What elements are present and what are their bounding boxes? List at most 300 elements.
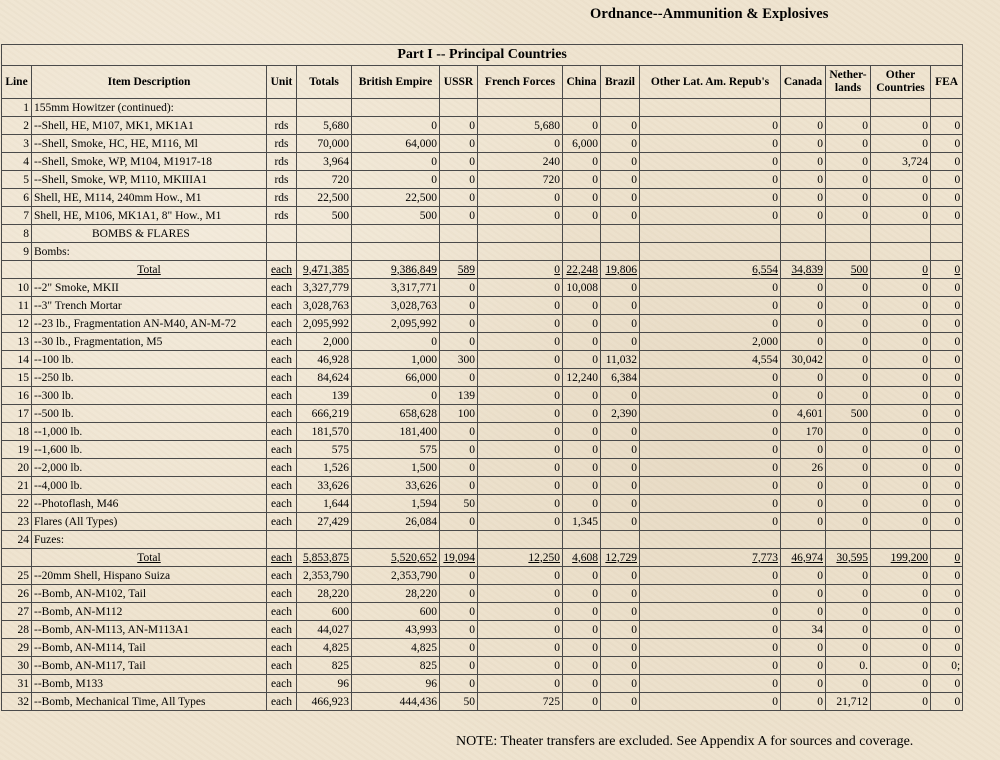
value-cell: 5,680 bbox=[478, 117, 563, 135]
value-cell: 0 bbox=[826, 189, 871, 207]
value-cell: 43,993 bbox=[352, 621, 440, 639]
item-description: --Shell, HE, M107, MK1, MK1A1 bbox=[32, 117, 267, 135]
value-cell: 139 bbox=[440, 387, 478, 405]
value-cell: 0 bbox=[826, 639, 871, 657]
unit-cell: rds bbox=[267, 153, 297, 171]
value-cell: 0 bbox=[871, 657, 931, 675]
total-row bbox=[2, 261, 963, 279]
value-cell: 0 bbox=[826, 351, 871, 369]
value-cell: 0 bbox=[601, 657, 640, 675]
value-cell: 0 bbox=[781, 585, 826, 603]
value-cell: 0 bbox=[826, 279, 871, 297]
value-cell bbox=[478, 531, 563, 549]
value-cell: 6,384 bbox=[601, 369, 640, 387]
item-description: Flares (All Types) bbox=[32, 513, 267, 531]
table-row bbox=[2, 423, 963, 441]
value-cell: 0 bbox=[640, 477, 781, 495]
value-cell: 0 bbox=[931, 603, 963, 621]
value-cell bbox=[871, 531, 931, 549]
item-description: --1,000 lb. bbox=[32, 423, 267, 441]
value-cell: 0 bbox=[640, 441, 781, 459]
ordnance-table bbox=[1, 44, 963, 711]
value-cell bbox=[781, 243, 826, 261]
item-description: --Shell, Smoke, HC, HE, M116, Ml bbox=[32, 135, 267, 153]
value-cell: 1,594 bbox=[352, 495, 440, 513]
column-header: Line bbox=[2, 66, 32, 99]
value-cell: 0 bbox=[601, 639, 640, 657]
value-cell: 0 bbox=[601, 477, 640, 495]
value-cell: 0 bbox=[440, 603, 478, 621]
line-number: 17 bbox=[2, 405, 32, 423]
value-cell: 0 bbox=[826, 423, 871, 441]
value-cell: 240 bbox=[478, 153, 563, 171]
value-cell: 0 bbox=[871, 621, 931, 639]
unit-cell: each bbox=[267, 585, 297, 603]
line-number: 28 bbox=[2, 621, 32, 639]
value-cell: 1,500 bbox=[352, 459, 440, 477]
value-cell: 0 bbox=[871, 333, 931, 351]
value-cell: 0 bbox=[931, 549, 963, 567]
unit-cell: rds bbox=[267, 117, 297, 135]
value-cell: 0 bbox=[478, 279, 563, 297]
value-cell: 0 bbox=[826, 333, 871, 351]
item-description: Fuzes: bbox=[32, 531, 267, 549]
table-row bbox=[2, 333, 963, 351]
line-number: 13 bbox=[2, 333, 32, 351]
value-cell: 0 bbox=[781, 117, 826, 135]
value-cell: 0 bbox=[478, 315, 563, 333]
value-cell bbox=[601, 99, 640, 117]
table-row bbox=[2, 315, 963, 333]
column-header: British Empire bbox=[352, 66, 440, 99]
value-cell: 0 bbox=[826, 585, 871, 603]
value-cell: 0 bbox=[478, 405, 563, 423]
item-description: BOMBS & FLARES bbox=[32, 225, 267, 243]
value-cell: 21,712 bbox=[826, 693, 871, 711]
line-number: 1 bbox=[2, 99, 32, 117]
item-description: --1,600 lb. bbox=[32, 441, 267, 459]
value-cell: 4,825 bbox=[352, 639, 440, 657]
line-number: 3 bbox=[2, 135, 32, 153]
value-cell: 0 bbox=[640, 585, 781, 603]
value-cell: 0 bbox=[478, 261, 563, 279]
value-cell: 3,317,771 bbox=[352, 279, 440, 297]
table-row bbox=[2, 657, 963, 675]
value-cell: 28,220 bbox=[297, 585, 352, 603]
value-cell: 0 bbox=[563, 693, 601, 711]
value-cell: 0 bbox=[601, 693, 640, 711]
value-cell: 0 bbox=[781, 171, 826, 189]
unit-cell: each bbox=[267, 369, 297, 387]
value-cell: 0 bbox=[931, 369, 963, 387]
value-cell bbox=[352, 99, 440, 117]
value-cell: 0 bbox=[352, 153, 440, 171]
value-cell: 0 bbox=[781, 495, 826, 513]
item-description: Shell, HE, M106, MK1A1, 8" How., M1 bbox=[32, 207, 267, 225]
value-cell: 0 bbox=[478, 477, 563, 495]
value-cell: 500 bbox=[826, 261, 871, 279]
value-cell: 0 bbox=[871, 297, 931, 315]
value-cell: 0 bbox=[931, 585, 963, 603]
value-cell: 0 bbox=[563, 441, 601, 459]
value-cell: 0 bbox=[931, 405, 963, 423]
value-cell: 0 bbox=[563, 171, 601, 189]
value-cell: 0 bbox=[871, 675, 931, 693]
value-cell: 0 bbox=[440, 153, 478, 171]
unit-cell: each bbox=[267, 549, 297, 567]
value-cell: 0 bbox=[478, 603, 563, 621]
value-cell bbox=[781, 99, 826, 117]
value-cell: 0 bbox=[601, 459, 640, 477]
value-cell: 0 bbox=[478, 369, 563, 387]
value-cell bbox=[478, 99, 563, 117]
value-cell: 0 bbox=[440, 333, 478, 351]
value-cell: 0 bbox=[440, 135, 478, 153]
column-header: USSR bbox=[440, 66, 478, 99]
unit-cell: rds bbox=[267, 135, 297, 153]
value-cell bbox=[640, 99, 781, 117]
value-cell: 0 bbox=[871, 261, 931, 279]
item-description: Shell, HE, M114, 240mm How., M1 bbox=[32, 189, 267, 207]
table-row bbox=[2, 369, 963, 387]
value-cell: 5,520,652 bbox=[352, 549, 440, 567]
value-cell: 0 bbox=[871, 189, 931, 207]
value-cell bbox=[931, 531, 963, 549]
table-row bbox=[2, 387, 963, 405]
value-cell: 0 bbox=[440, 171, 478, 189]
value-cell: 0 bbox=[440, 585, 478, 603]
table-row bbox=[2, 693, 963, 711]
value-cell bbox=[826, 243, 871, 261]
unit-cell: each bbox=[267, 477, 297, 495]
value-cell: 2,353,790 bbox=[352, 567, 440, 585]
column-header: Other Lat. Am. Repub's bbox=[640, 66, 781, 99]
column-header: Brazil bbox=[601, 66, 640, 99]
value-cell bbox=[478, 225, 563, 243]
value-cell: 0 bbox=[931, 567, 963, 585]
item-description: --Bomb, AN-M112 bbox=[32, 603, 267, 621]
value-cell: 4,554 bbox=[640, 351, 781, 369]
value-cell: 0 bbox=[871, 279, 931, 297]
value-cell: 0 bbox=[440, 513, 478, 531]
unit-cell: each bbox=[267, 675, 297, 693]
line-number: 2 bbox=[2, 117, 32, 135]
value-cell: 170 bbox=[781, 423, 826, 441]
value-cell: 0 bbox=[352, 171, 440, 189]
value-cell: 0 bbox=[563, 639, 601, 657]
value-cell: 0 bbox=[440, 207, 478, 225]
table-row bbox=[2, 117, 963, 135]
table-row bbox=[2, 639, 963, 657]
line-number: 26 bbox=[2, 585, 32, 603]
value-cell: 0 bbox=[563, 495, 601, 513]
value-cell: 1,345 bbox=[563, 513, 601, 531]
value-cell: 0 bbox=[931, 315, 963, 333]
value-cell: 0 bbox=[601, 441, 640, 459]
value-cell: 0 bbox=[931, 189, 963, 207]
line-number: 23 bbox=[2, 513, 32, 531]
value-cell: 2,095,992 bbox=[352, 315, 440, 333]
value-cell: 0 bbox=[826, 207, 871, 225]
line-number: 12 bbox=[2, 315, 32, 333]
value-cell bbox=[601, 225, 640, 243]
value-cell: 0 bbox=[871, 495, 931, 513]
value-cell: 825 bbox=[297, 657, 352, 675]
item-description: --Bomb, AN-M117, Tail bbox=[32, 657, 267, 675]
value-cell bbox=[826, 99, 871, 117]
item-description: --2" Smoke, MKII bbox=[32, 279, 267, 297]
line-number: 11 bbox=[2, 297, 32, 315]
table-row bbox=[2, 189, 963, 207]
value-cell: 0 bbox=[440, 423, 478, 441]
column-header: China bbox=[563, 66, 601, 99]
table-row bbox=[2, 441, 963, 459]
value-cell: 0 bbox=[826, 459, 871, 477]
value-cell: 4,825 bbox=[297, 639, 352, 657]
value-cell: 575 bbox=[352, 441, 440, 459]
value-cell: 1,526 bbox=[297, 459, 352, 477]
value-cell: 0 bbox=[478, 621, 563, 639]
value-cell: 0 bbox=[640, 117, 781, 135]
value-cell: 0 bbox=[563, 387, 601, 405]
value-cell: 0 bbox=[640, 513, 781, 531]
value-cell: 0 bbox=[640, 567, 781, 585]
value-cell: 0 bbox=[563, 657, 601, 675]
unit-cell bbox=[267, 225, 297, 243]
unit-cell: each bbox=[267, 279, 297, 297]
value-cell: 2,095,992 bbox=[297, 315, 352, 333]
line-number: 14 bbox=[2, 351, 32, 369]
item-description: --3" Trench Mortar bbox=[32, 297, 267, 315]
column-header: Item Description bbox=[32, 66, 267, 99]
value-cell: 0 bbox=[826, 315, 871, 333]
value-cell: 0. bbox=[826, 657, 871, 675]
value-cell: 0 bbox=[640, 189, 781, 207]
value-cell: 2,000 bbox=[640, 333, 781, 351]
value-cell: 0 bbox=[478, 675, 563, 693]
value-cell bbox=[297, 225, 352, 243]
item-description: --250 lb. bbox=[32, 369, 267, 387]
value-cell: 589 bbox=[440, 261, 478, 279]
unit-cell: each bbox=[267, 459, 297, 477]
line-number: 16 bbox=[2, 387, 32, 405]
value-cell: 0 bbox=[478, 333, 563, 351]
value-cell: 0 bbox=[781, 693, 826, 711]
value-cell: 666,219 bbox=[297, 405, 352, 423]
value-cell: 0 bbox=[440, 459, 478, 477]
value-cell: 0 bbox=[640, 405, 781, 423]
value-cell: 0 bbox=[478, 567, 563, 585]
item-description: --500 lb. bbox=[32, 405, 267, 423]
value-cell bbox=[352, 243, 440, 261]
value-cell: 0 bbox=[781, 603, 826, 621]
line-number: 15 bbox=[2, 369, 32, 387]
value-cell: 0 bbox=[781, 513, 826, 531]
table-row bbox=[2, 675, 963, 693]
table-row bbox=[2, 495, 963, 513]
value-cell: 0 bbox=[601, 567, 640, 585]
value-cell bbox=[297, 99, 352, 117]
unit-cell: rds bbox=[267, 171, 297, 189]
unit-cell: each bbox=[267, 603, 297, 621]
value-cell bbox=[871, 225, 931, 243]
line-number: 9 bbox=[2, 243, 32, 261]
value-cell: 0 bbox=[826, 297, 871, 315]
unit-cell: each bbox=[267, 441, 297, 459]
value-cell: 0 bbox=[478, 459, 563, 477]
value-cell bbox=[352, 225, 440, 243]
value-cell: 0 bbox=[931, 333, 963, 351]
value-cell: 600 bbox=[352, 603, 440, 621]
value-cell: 5,680 bbox=[297, 117, 352, 135]
value-cell: 0 bbox=[781, 369, 826, 387]
value-cell: 0 bbox=[478, 639, 563, 657]
item-description: Total bbox=[32, 261, 267, 279]
value-cell bbox=[563, 225, 601, 243]
value-cell: 0 bbox=[826, 495, 871, 513]
value-cell: 34 bbox=[781, 621, 826, 639]
value-cell: 0 bbox=[640, 657, 781, 675]
value-cell bbox=[931, 99, 963, 117]
value-cell: 46,974 bbox=[781, 549, 826, 567]
value-cell: 500 bbox=[297, 207, 352, 225]
table-row bbox=[2, 477, 963, 495]
value-cell: 199,200 bbox=[871, 549, 931, 567]
value-cell: 0 bbox=[601, 207, 640, 225]
table-row bbox=[2, 279, 963, 297]
value-cell: 46,928 bbox=[297, 351, 352, 369]
value-cell: 0 bbox=[931, 279, 963, 297]
value-cell: 0 bbox=[871, 567, 931, 585]
line-number: 20 bbox=[2, 459, 32, 477]
value-cell: 0 bbox=[871, 369, 931, 387]
value-cell: 9,386,849 bbox=[352, 261, 440, 279]
value-cell: 0 bbox=[478, 297, 563, 315]
value-cell: 0 bbox=[931, 117, 963, 135]
unit-cell bbox=[267, 243, 297, 261]
value-cell: 0 bbox=[871, 117, 931, 135]
value-cell: 0 bbox=[640, 207, 781, 225]
value-cell: 0 bbox=[352, 117, 440, 135]
value-cell: 0 bbox=[640, 369, 781, 387]
value-cell: 0 bbox=[563, 603, 601, 621]
value-cell: 19,806 bbox=[601, 261, 640, 279]
item-description: --23 lb., Fragmentation AN-M40, AN-M-72 bbox=[32, 315, 267, 333]
value-cell: 26 bbox=[781, 459, 826, 477]
table-row bbox=[2, 405, 963, 423]
item-description: Total bbox=[32, 549, 267, 567]
item-description: --100 lb. bbox=[32, 351, 267, 369]
item-description: --Bomb, AN-M102, Tail bbox=[32, 585, 267, 603]
value-cell: 3,964 bbox=[297, 153, 352, 171]
value-cell: 0 bbox=[931, 297, 963, 315]
value-cell: 9,471,385 bbox=[297, 261, 352, 279]
value-cell: 0 bbox=[871, 603, 931, 621]
value-cell: 500 bbox=[826, 405, 871, 423]
value-cell bbox=[563, 531, 601, 549]
unit-cell: each bbox=[267, 297, 297, 315]
value-cell bbox=[563, 99, 601, 117]
value-cell: 725 bbox=[478, 693, 563, 711]
value-cell bbox=[871, 243, 931, 261]
value-cell: 96 bbox=[297, 675, 352, 693]
value-cell: 0 bbox=[601, 423, 640, 441]
value-cell: 0 bbox=[871, 405, 931, 423]
value-cell: 0 bbox=[563, 207, 601, 225]
value-cell: 0 bbox=[640, 171, 781, 189]
value-cell bbox=[297, 243, 352, 261]
value-cell: 0 bbox=[640, 297, 781, 315]
item-description: --2,000 lb. bbox=[32, 459, 267, 477]
value-cell: 0 bbox=[781, 441, 826, 459]
value-cell: 0 bbox=[440, 297, 478, 315]
value-cell: 0 bbox=[931, 135, 963, 153]
column-header: Unit bbox=[267, 66, 297, 99]
value-cell: 66,000 bbox=[352, 369, 440, 387]
value-cell: 0 bbox=[601, 117, 640, 135]
item-description: --4,000 lb. bbox=[32, 477, 267, 495]
table-row bbox=[2, 171, 963, 189]
value-cell: 0 bbox=[826, 369, 871, 387]
value-cell: 0 bbox=[640, 423, 781, 441]
value-cell: 0 bbox=[601, 315, 640, 333]
value-cell: 0 bbox=[601, 135, 640, 153]
value-cell: 0 bbox=[931, 513, 963, 531]
value-cell: 0 bbox=[440, 621, 478, 639]
line-number: 25 bbox=[2, 567, 32, 585]
value-cell: 0 bbox=[601, 297, 640, 315]
value-cell: 0 bbox=[563, 459, 601, 477]
value-cell: 12,240 bbox=[563, 369, 601, 387]
value-cell: 5,853,875 bbox=[297, 549, 352, 567]
table-row bbox=[2, 225, 963, 243]
table-row bbox=[2, 603, 963, 621]
value-cell: 0 bbox=[478, 207, 563, 225]
value-cell: 0 bbox=[640, 135, 781, 153]
value-cell: 0 bbox=[871, 585, 931, 603]
table-row bbox=[2, 621, 963, 639]
unit-cell bbox=[267, 531, 297, 549]
value-cell: 6,554 bbox=[640, 261, 781, 279]
value-cell: 0 bbox=[871, 639, 931, 657]
value-cell: 3,028,763 bbox=[352, 297, 440, 315]
value-cell: 0 bbox=[478, 513, 563, 531]
table-row bbox=[2, 567, 963, 585]
table-row bbox=[2, 207, 963, 225]
value-cell: 0 bbox=[871, 423, 931, 441]
table-row bbox=[2, 153, 963, 171]
value-cell bbox=[297, 531, 352, 549]
value-cell: 0 bbox=[640, 621, 781, 639]
value-cell: 0 bbox=[826, 477, 871, 495]
value-cell: 0 bbox=[640, 459, 781, 477]
line-number: 7 bbox=[2, 207, 32, 225]
value-cell: 0 bbox=[478, 135, 563, 153]
value-cell: 22,500 bbox=[297, 189, 352, 207]
value-cell: 0 bbox=[601, 585, 640, 603]
value-cell: 0 bbox=[826, 135, 871, 153]
value-cell: 181,570 bbox=[297, 423, 352, 441]
column-header: Other Countries bbox=[871, 66, 931, 99]
value-cell: 0 bbox=[563, 567, 601, 585]
value-cell: 50 bbox=[440, 693, 478, 711]
value-cell: 139 bbox=[297, 387, 352, 405]
value-cell: 0 bbox=[563, 585, 601, 603]
value-cell: 0 bbox=[440, 675, 478, 693]
value-cell: 12,729 bbox=[601, 549, 640, 567]
value-cell: 0 bbox=[478, 423, 563, 441]
value-cell: 0 bbox=[871, 513, 931, 531]
